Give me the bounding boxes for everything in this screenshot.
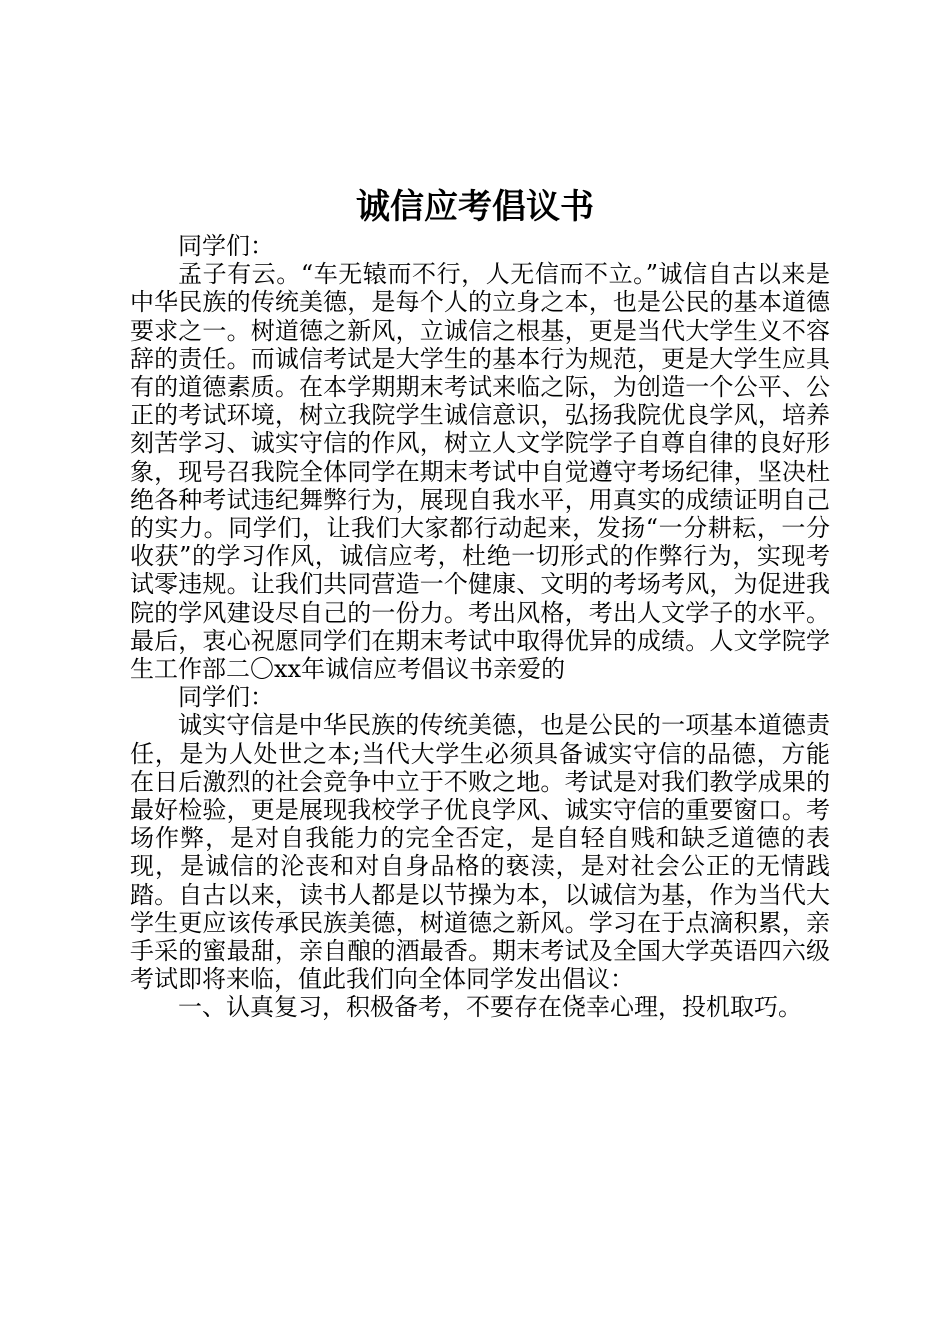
document-body	[130, 232, 830, 1022]
paragraph: 孟子有云。“车无辕而不行，人无信而不立。”诚信自古以来是中华民族的传统美德，是每个人的立身之本，也是公民的基本道德要求之一。树道德之新风，立诚信之根基，更是当代大学生义不容辞的责任。而诚信考试是大学生的基本行为规范，更是大学生应具有的道德素质。在本学期期末考试来临之际，为创造一个公平、公正的考试环境，树立我院学生诚信意识，弘扬我院优良学风，培养刻苦学习、诚实守信的作风，树立人文学院学子自尊自律的良好形象，现号召我院全体同学在期末考试中自觉遵守考场纪律，坚决杜绝各种考试违纪舞弊行为，展现自我水平，用真实的成绩证明自己的实力。同学们，让我们大家都行动起来，发扬“一分耕耘，一分收获”的学习作风，诚信应考，杜绝一切形式的作弊行为，实现考试零违规。让我们共同营造一个健康、文明的考场考风，为促进我院的学风建设尽自己的一份力。考出风格，考出人文学子的水平。最后，衷心祝愿同学们在期末考试中取得优异的成绩。人文学院学生工作部二〇xx年诚信应考倡议书亲爱的	[130, 260, 830, 684]
document-title: 诚信应考倡议书	[356, 187, 594, 227]
salutation: 同学们：	[178, 683, 274, 712]
paragraph: 诚实守信是中华民族的传统美德，也是公民的一项基本道德责任，是为人处世之本;当代大学生必须具备诚实守信的品德，方能在日后激烈的社会竞争中立于不败之地。考试是对我们教学成果的最好检验，更是展现我校学子优良学风、诚实守信的重要窗口。考场作弊，是对自我能力的完全否定，是自轻自贱和缺乏道德的表现，是诚信的沦丧和对自身品格的亵渎，是对社会公正的无情践踏。自古以来，读书人都是以节操为本，以诚信为基，作为当代大学生更应该传承民族美德，树道德之新风。学习在于点滴积累，亲手采的蜜最甜，亲自酿的酒最香。期末考试及全国大学英语四六级考试即将来临，值此我们向全体同学发出倡议：	[130, 711, 830, 994]
salutation: 同学们：	[178, 232, 274, 260]
paragraph: 一、认真复习，积极备考，不要存在侥幸心理，投机取巧。	[178, 993, 802, 1022]
